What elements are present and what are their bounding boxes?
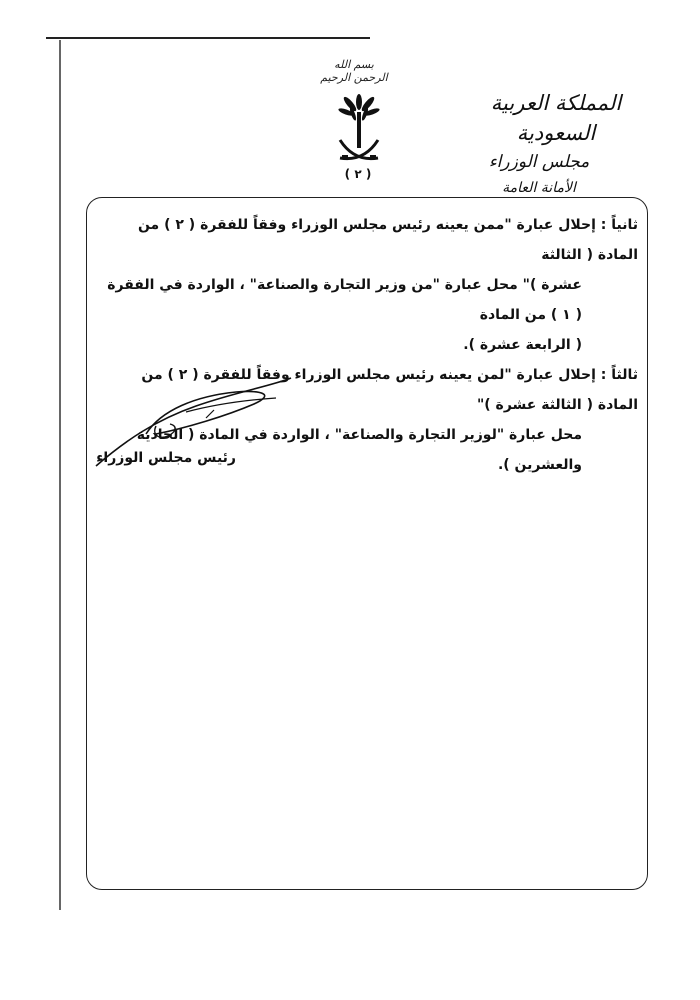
letterhead-council: مجلس الوزراء <box>488 152 590 172</box>
paragraph-line: ( الرابعة عشرة ). <box>463 337 582 353</box>
letterhead <box>456 88 656 200</box>
paragraph-second <box>100 210 638 360</box>
paragraph-line: عشرة )" محل عبارة "من وزير التجارة والصناعة" ، الواردة في الفقرة ( ١ ) من المادة <box>107 277 582 323</box>
palm-swords-emblem-icon <box>336 92 382 170</box>
page-number: ( ٢ ) <box>344 167 372 181</box>
signature-title: رئيس مجلس الوزراء <box>96 450 236 466</box>
letterhead-secretariat: الأمانة العامة <box>502 180 576 196</box>
basmala: بسم الله الرحمن الرحيم <box>320 58 388 84</box>
left-margin-rule <box>59 40 61 910</box>
paragraph-line: ثالثاً : إحلال عبارة "لمن يعينه رئيس مجلس الوزراء وفقاً للفقرة ( ٢ ) من المادة ( الثالثة عشرة )" <box>141 367 638 413</box>
paragraph-line: ثانياً : إحلال عبارة "ممن يعينه رئيس مجلس الوزراء وفقاً للفقرة ( ٢ ) من المادة ( الثالثة <box>137 217 638 263</box>
paragraph-line: محل عبارة "لوزير التجارة والصناعة" ، الواردة في المادة ( الحادية والعشرين ). <box>136 427 582 473</box>
top-rule <box>46 37 370 39</box>
letterhead-kingdom: المملكة العربية السعودية <box>490 91 622 145</box>
